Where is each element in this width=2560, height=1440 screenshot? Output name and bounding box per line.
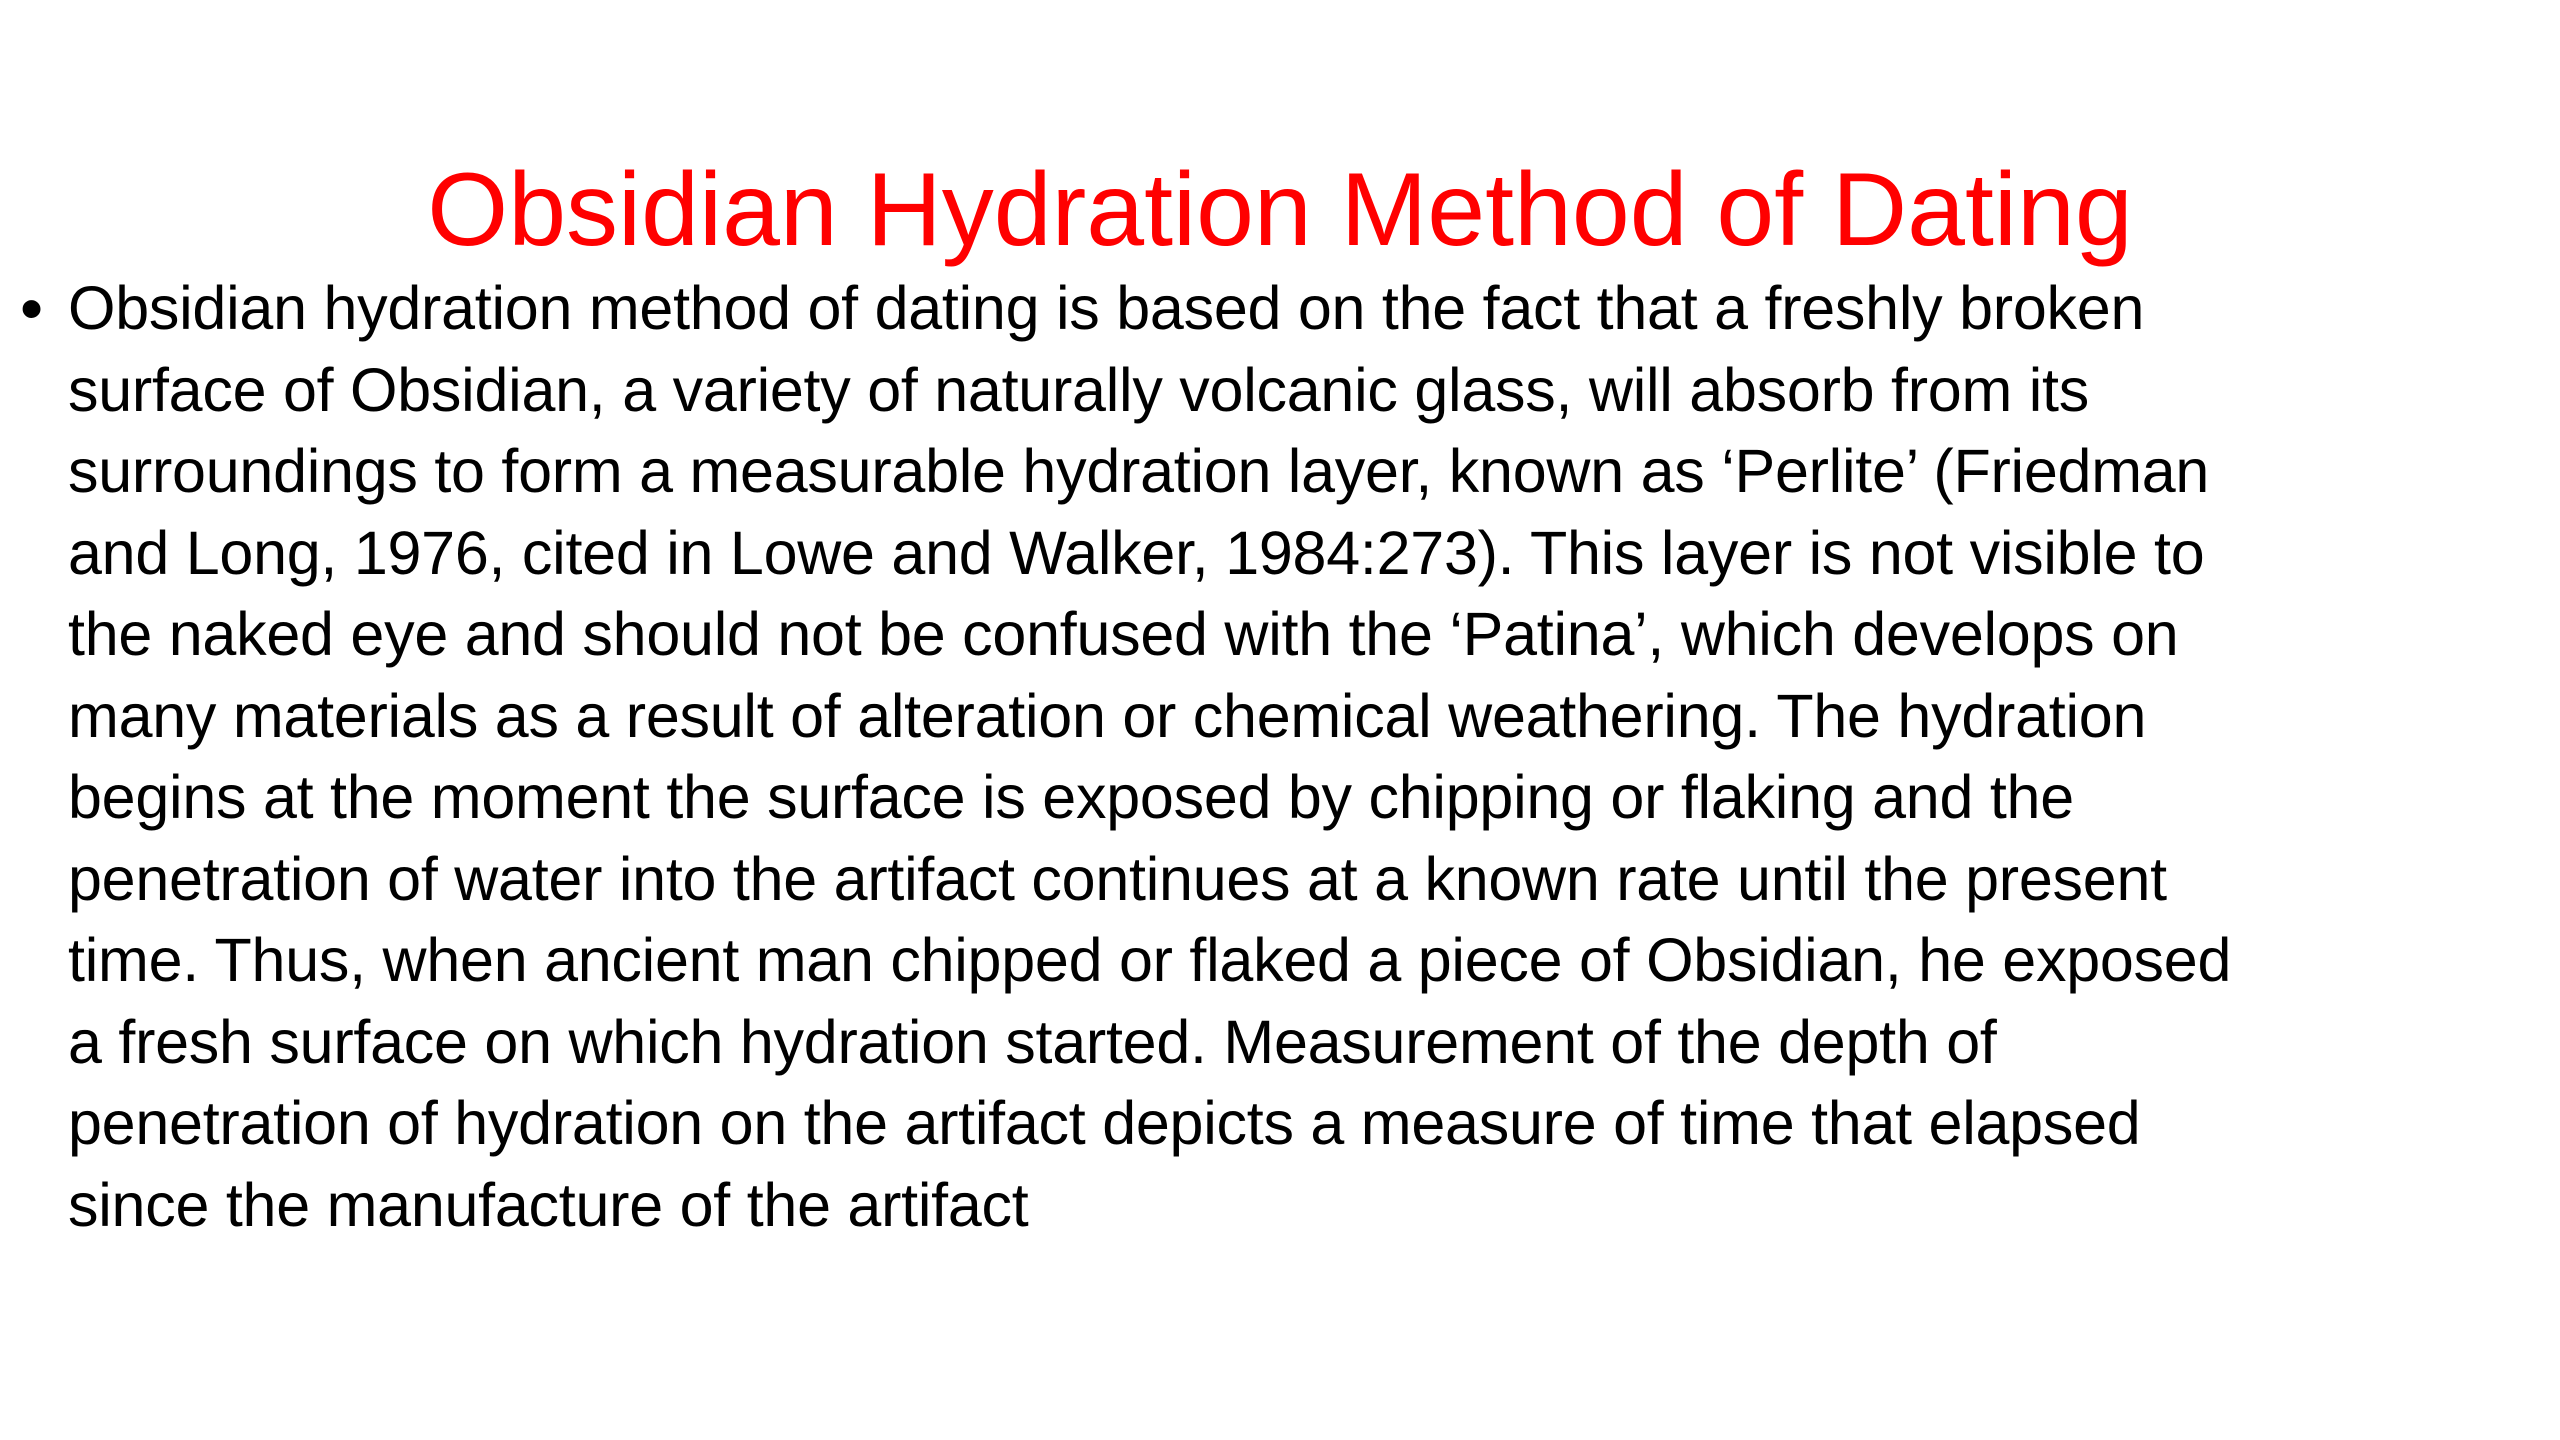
paragraph-line: and Long, 1976, cited in Lowe and Walker, 1984:273). This layer is not visible to [68, 518, 2205, 587]
paragraph-line: begins at the moment the surface is exposed by chipping or flaking and the [68, 763, 2074, 831]
paragraph-line: Obsidian hydration method of dating is based on the fact that a freshly broken [68, 274, 2145, 342]
paragraph-line: the naked eye and should not be confused with the ‘Patina’, which develops on [68, 600, 2179, 668]
bullet-list [20, 268, 2545, 1246]
paragraph-line: a fresh surface on which hydration started. Measurement of the depth of [68, 1007, 1997, 1076]
bullet-paragraph [68, 268, 2545, 1246]
paragraph-line: penetration of water into the artifact continues at a known rate until the present [68, 844, 2167, 913]
slide-title: Obsidian Hydration Method of Dating [427, 151, 2133, 268]
bullet-marker-icon: • [20, 271, 44, 345]
paragraph-line: surroundings to form a measurable hydration layer, known as ‘Perlite’ (Friedman [68, 437, 2210, 505]
paragraph-line: penetration of hydration on the artifact depicts a measure of time that elapsed [68, 1089, 2141, 1157]
paragraph-line: surface of Obsidian, a variety of naturally volcanic glass, will absorb from its [68, 355, 2089, 424]
paragraph-line: time. Thus, when ancient man chipped or flaked a piece of Obsidian, he exposed [68, 926, 2232, 994]
bullet-item [20, 268, 2545, 1246]
paragraph-line: since the manufacture of the artifact [68, 1170, 1029, 1239]
paragraph-line: many materials as a result of alteration or chemical weathering. The hydration [68, 681, 2147, 750]
